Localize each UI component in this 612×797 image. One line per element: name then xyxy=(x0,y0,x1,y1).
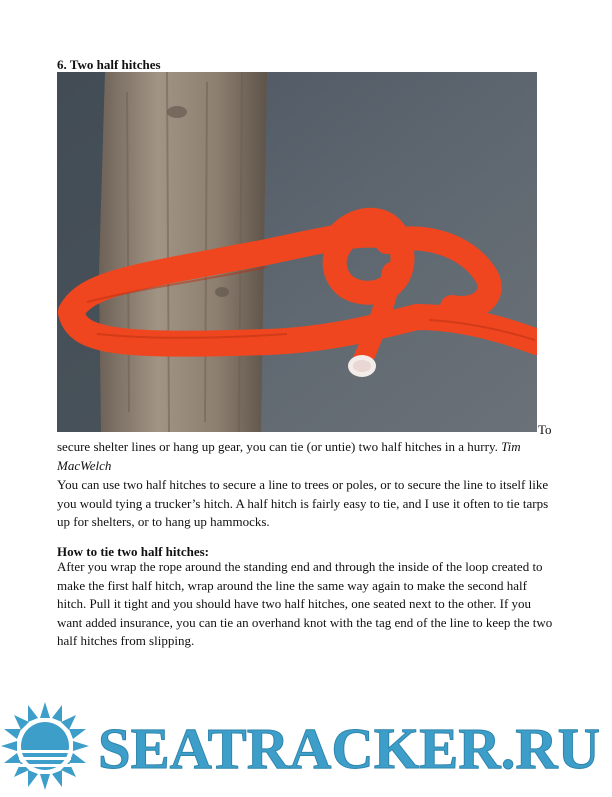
sun-icon xyxy=(0,700,612,792)
caption-text: secure shelter lines or hang up gear, you can tie (or untie) two half hitches in a hurry. xyxy=(57,439,498,454)
two-half-hitches-illustration xyxy=(57,72,537,432)
photo-caption xyxy=(57,438,557,475)
watermark-logo xyxy=(0,700,612,792)
watermark-text: SEATRACKER.RU xyxy=(98,716,600,781)
instructions-paragraph: After you wrap the rope around the standing end and through the inside of the loop created to make the first half hitch, wrap around the line the same way again to make the second half hitch. Pull it tight and you should have two half hitches, one seated next to the other. If you want added insurance, you can tie an overhand knot with the tag end of the line to keep the two half hitches from slipping. xyxy=(57,559,553,648)
subheading: How to tie two half hitches: xyxy=(57,544,210,559)
caption-author: Tim MacWelch xyxy=(57,439,521,473)
knot-photo xyxy=(57,72,537,432)
section-heading: 6. Two half hitches xyxy=(57,57,161,72)
caption-start: To xyxy=(538,422,552,437)
body-paragraph: You can use two half hitches to secure a line to trees or poles, or to secure the line to itself like you would tying a trucker’s hitch. A half hitch is fairly easy to tie, and I use it often to tie tarps up for shelters, or to hang up hammocks. xyxy=(57,477,549,529)
